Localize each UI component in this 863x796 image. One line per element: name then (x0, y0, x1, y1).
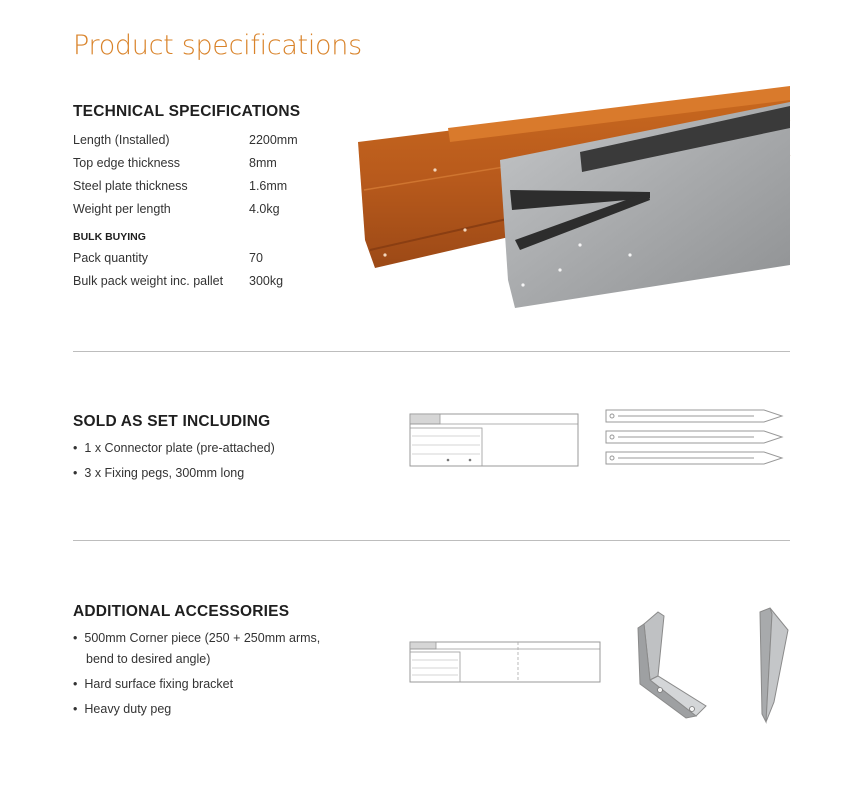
fixing-bracket-drawing (636, 610, 712, 722)
divider-2 (73, 540, 790, 541)
heavy-duty-peg-drawing (752, 606, 792, 726)
edging-product-illustration (330, 80, 800, 330)
set-item-fixing-pegs: • 3 x Fixing pegs, 300mm long (73, 466, 244, 480)
technical-specifications-heading: TECHNICAL SPECIFICATIONS (73, 103, 301, 120)
spec-value-bulk-weight: 300kg (249, 274, 284, 288)
corner-piece-drawing (408, 640, 602, 684)
spec-label-bulk-weight: Bulk pack weight inc. pallet (73, 274, 224, 288)
accessory-item-heavy-duty-peg: • Heavy duty peg (73, 702, 171, 716)
fixing-peg-1 (606, 410, 782, 422)
divider-1 (73, 351, 790, 352)
spec-label-top-edge: Top edge thickness (73, 156, 181, 170)
spec-label-plate-thickness: Steel plate thickness (73, 179, 188, 193)
spec-label-pack-quantity: Pack quantity (73, 251, 149, 265)
accessory-item-fixing-bracket: • Hard surface fixing bracket (73, 677, 233, 691)
bulk-buying-heading: BULK BUYING (73, 231, 146, 243)
spec-value-top-edge: 8mm (249, 156, 277, 170)
page-title: Product specifications (73, 30, 362, 61)
spec-label-weight: Weight per length (73, 202, 171, 216)
accessory-item-corner-piece-continuation: bend to desired angle) (86, 652, 211, 666)
connector-plate-drawing (408, 412, 580, 468)
set-item-connector-plate: • 1 x Connector plate (pre-attached) (73, 441, 275, 455)
additional-accessories-heading: ADDITIONAL ACCESSORIES (73, 603, 290, 620)
spec-label-length: Length (Installed) (73, 133, 170, 147)
spec-value-pack-quantity: 70 (249, 251, 263, 265)
spec-value-length: 2200mm (249, 133, 298, 147)
fixing-pegs-drawing (604, 406, 786, 472)
fixing-peg-2 (606, 431, 782, 443)
fixing-peg-3 (606, 452, 782, 464)
sold-as-set-heading: SOLD AS SET INCLUDING (73, 413, 271, 430)
spec-value-plate-thickness: 1.6mm (249, 179, 288, 193)
accessory-item-corner-piece: • 500mm Corner piece (250 + 250mm arms, (73, 631, 320, 645)
spec-value-weight: 4.0kg (249, 202, 280, 216)
